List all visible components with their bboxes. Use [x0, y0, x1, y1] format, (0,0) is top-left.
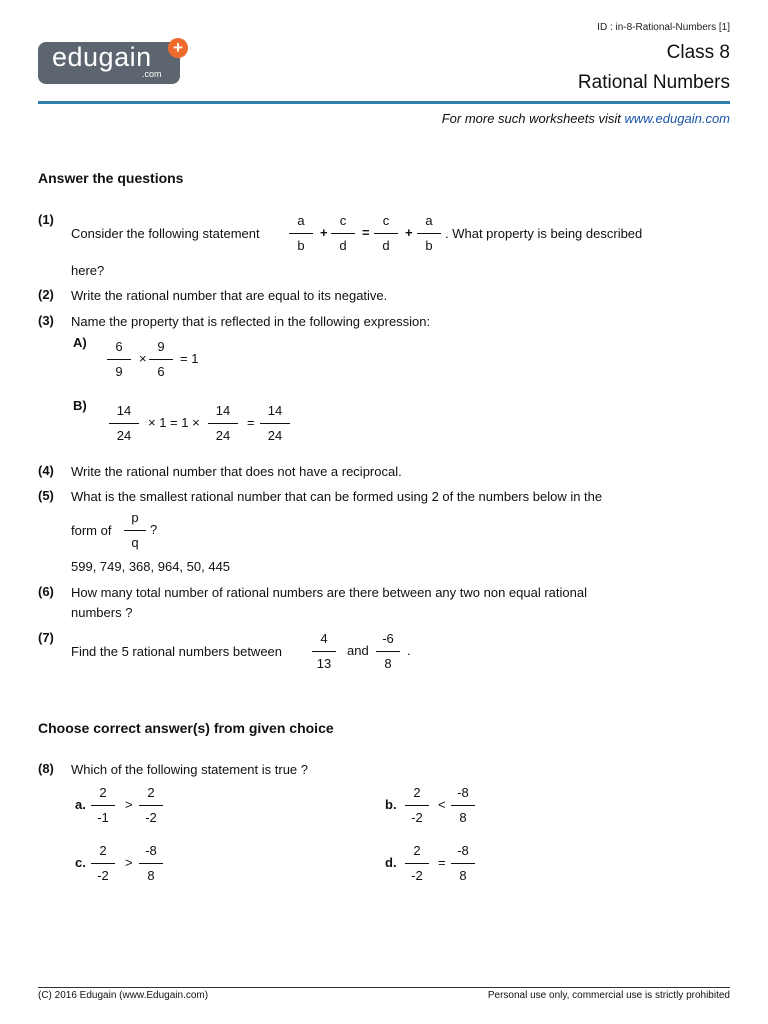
- footer-divider: [38, 987, 730, 988]
- denominator: 24: [267, 428, 283, 443]
- fraction: [287, 212, 315, 255]
- question-number: (4): [38, 463, 54, 478]
- fraction: [147, 338, 175, 381]
- question-text: What is the smallest rational number that can be formed using 2 of the numbers below in the: [71, 489, 603, 504]
- fraction-bar: [139, 863, 163, 864]
- worksheet-id: ID : in-8-Rational-Numbers [1]: [597, 22, 730, 33]
- fraction-bar: [139, 805, 163, 806]
- numerator: 2: [413, 785, 421, 800]
- fraction: [107, 402, 141, 445]
- fraction-bar: [417, 233, 441, 234]
- denominator: 8: [384, 656, 392, 671]
- operator: >: [125, 855, 133, 870]
- denominator: -2: [145, 810, 157, 825]
- question-number: (8): [38, 761, 54, 776]
- question-text: . What property is being described: [445, 226, 643, 241]
- numerator: 2: [413, 843, 421, 858]
- fraction: [415, 212, 443, 255]
- operator: ×: [139, 351, 147, 366]
- choice-label[interactable]: a.: [75, 797, 86, 812]
- operator: =: [438, 855, 446, 870]
- numerator: -8: [457, 785, 469, 800]
- fraction-bar: [91, 805, 115, 806]
- question-text: How many total number of rational numbers are there between any two non equal rational: [71, 585, 587, 600]
- footer-copyright: (C) 2016 Edugain (www.Edugain.com): [38, 990, 209, 1001]
- denominator: q: [131, 535, 139, 550]
- logo-com: .com: [142, 69, 162, 79]
- fraction: [374, 630, 402, 673]
- operator: =: [247, 415, 255, 430]
- denominator: 8: [459, 810, 467, 825]
- choice-label[interactable]: c.: [75, 855, 86, 870]
- numerator: c: [339, 213, 347, 228]
- question-text: .: [407, 643, 411, 658]
- question-text: form of: [71, 523, 112, 538]
- question-number: (2): [38, 287, 54, 302]
- operator: +: [320, 225, 328, 240]
- fraction-bar: [107, 359, 131, 360]
- fraction: [258, 402, 292, 445]
- part-label: B): [73, 398, 87, 413]
- operator: <: [438, 797, 446, 812]
- numerator: 14: [215, 403, 231, 418]
- logo-wordmark: edugain: [52, 42, 152, 72]
- denominator: d: [339, 238, 347, 253]
- question-number: (3): [38, 313, 54, 328]
- edugain-logo: [38, 38, 188, 86]
- question-number: (7): [38, 630, 54, 645]
- denominator: 8: [459, 868, 467, 883]
- denominator: -2: [97, 868, 109, 883]
- fraction: [329, 212, 357, 255]
- operator: >: [125, 797, 133, 812]
- denominator: 9: [115, 364, 123, 379]
- question-text: here?: [71, 263, 105, 278]
- fraction-bar: [289, 233, 313, 234]
- denominator: 13: [316, 656, 332, 671]
- fraction: [449, 842, 477, 885]
- operator: +: [405, 225, 413, 240]
- fraction-bar: [260, 423, 290, 424]
- fraction-bar: [405, 863, 429, 864]
- numerator: 2: [99, 843, 107, 858]
- numerator: 14: [116, 403, 132, 418]
- numerator: -8: [457, 843, 469, 858]
- fraction: [122, 509, 148, 552]
- denominator: d: [382, 238, 390, 253]
- fraction: [310, 630, 338, 673]
- expression-text: = 1: [180, 351, 199, 366]
- denominator: 6: [157, 364, 165, 379]
- denominator: -2: [411, 868, 423, 883]
- fraction-bar: [208, 423, 238, 424]
- question-text: Name the property that is reflected in the following expression:: [71, 314, 431, 329]
- fraction: [89, 842, 117, 885]
- numerator: 9: [157, 339, 165, 354]
- page-title: Rational Numbers: [577, 72, 730, 93]
- question-text: numbers ?: [71, 605, 133, 620]
- question-text: Find the 5 rational numbers between: [71, 644, 283, 659]
- fraction-bar: [451, 805, 475, 806]
- operator: =: [362, 225, 370, 240]
- numerator: a: [425, 213, 433, 228]
- question-text: Write the rational number that are equal to its negative.: [71, 288, 388, 303]
- question-text: Which of the following statement is true ?: [71, 762, 309, 777]
- plus-icon: +: [168, 38, 188, 58]
- fraction: [403, 842, 431, 885]
- question-text: Write the rational number that does not have a reciprocal.: [71, 464, 402, 479]
- denominator: -1: [97, 810, 109, 825]
- numerator: 6: [115, 339, 123, 354]
- fraction-bar: [451, 863, 475, 864]
- question-number: (6): [38, 584, 54, 599]
- fraction: [137, 842, 165, 885]
- fraction-bar: [124, 530, 146, 531]
- fraction: [89, 784, 117, 827]
- numerator: 2: [99, 785, 107, 800]
- question-number: (5): [38, 488, 54, 503]
- fraction-bar: [109, 423, 139, 424]
- denominator: b: [297, 238, 305, 253]
- fraction: [449, 784, 477, 827]
- denominator: 24: [116, 428, 132, 443]
- denominator: 24: [215, 428, 231, 443]
- denominator: 8: [147, 868, 155, 883]
- fraction-bar: [91, 863, 115, 864]
- fraction-bar: [374, 233, 398, 234]
- more-worksheets-text: For more such worksheets visit: [441, 111, 625, 126]
- question-text: ?: [150, 522, 158, 537]
- header-divider: [38, 101, 730, 104]
- more-worksheets-line: [442, 111, 730, 126]
- question-text: Consider the following statement: [71, 226, 260, 241]
- numerator: -8: [145, 843, 157, 858]
- footer-notice: Personal use only, commercial use is strictly prohibited: [487, 990, 730, 1001]
- fraction-bar: [376, 651, 400, 652]
- fraction: [105, 338, 133, 381]
- part-label: A): [73, 335, 87, 350]
- class-label: Class 8: [666, 42, 730, 63]
- denominator: b: [425, 238, 433, 253]
- fraction: [137, 784, 165, 827]
- choice-label[interactable]: b.: [385, 797, 397, 812]
- edugain-link[interactable]: www.edugain.com: [624, 111, 730, 126]
- section-title-answer: Answer the questions: [38, 170, 184, 186]
- fraction: [206, 402, 240, 445]
- denominator: -2: [411, 810, 423, 825]
- numerator: c: [382, 213, 390, 228]
- fraction-bar: [149, 359, 173, 360]
- numerator: -6: [382, 631, 394, 646]
- numerator: p: [131, 510, 139, 525]
- fraction-bar: [331, 233, 355, 234]
- numerator: 4: [320, 631, 328, 646]
- fraction: [372, 212, 400, 255]
- choice-label[interactable]: d.: [385, 855, 397, 870]
- numerator: a: [297, 213, 305, 228]
- expression-text: × 1 = 1 ×: [148, 415, 200, 430]
- section-title-choose: Choose correct answer(s) from given choice: [38, 720, 334, 736]
- number-list: 599, 749, 368, 964, 50, 445: [71, 559, 231, 574]
- fraction-bar: [405, 805, 429, 806]
- question-number: (1): [38, 212, 54, 227]
- numerator: 2: [147, 785, 155, 800]
- fraction: [403, 784, 431, 827]
- question-text: and: [347, 643, 369, 658]
- fraction-bar: [312, 651, 336, 652]
- numerator: 14: [267, 403, 283, 418]
